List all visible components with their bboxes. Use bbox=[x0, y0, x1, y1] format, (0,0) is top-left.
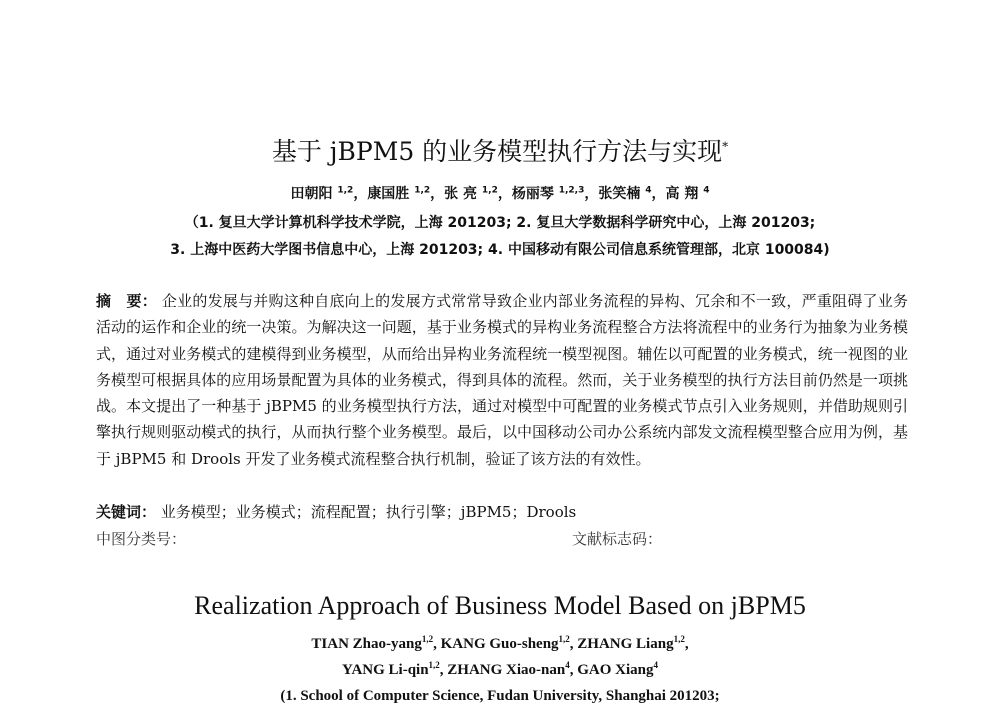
author-name: ZHANG Xiao-nan bbox=[447, 662, 566, 678]
author-name: ZHANG Liang bbox=[577, 636, 674, 652]
document-code-label: 文献标志码： bbox=[572, 530, 663, 548]
abstract-text: 企业的发展与并购这种自底向上的发展方式常常导致企业内部业务流程的异构、冗余和不一致，严重阻碍了业务活动的运作和企业的统一决策。为解决这一问题，基于业务模式的异构业务流程整合方法将流程中的业务行为抽象为业务模式，通过对业务模式的建模得到业务模型，从而给出异构业务流程统一模型视图。辅佐以可配置的业务模式，统一视图的业务模型可根据具体的应用场景配置为具体的业务模式，得到具体的流程。然而，关于业务模型的执行方法目前仍然是一项挑战。本文提出了一种基于 jBPM5 的业务模型执行方法，通过对模型中可配置的业务模式节点引入业务规则，并借助规则引擎执行规则驱动模式的执行，从而执行整个业务模型。最后，以中国移动公司办公系统内部发文流程模型整合应用为例，基于 jBPM5 和 Drools 开发了业务模式流程整合执行机制，验证了该方法的有效性。 bbox=[96, 292, 908, 468]
chinese-keywords bbox=[96, 500, 908, 524]
author-name: 高 翔 bbox=[665, 186, 699, 202]
keywords-text: 业务模型；业务模式；流程配置；执行引擎；jBPM5；Drools bbox=[160, 503, 577, 521]
author-separator: , bbox=[433, 636, 441, 652]
english-title: Realization Approach of Business Model Based on jBPM5 bbox=[194, 591, 806, 620]
author-affiliation-mark: 4 bbox=[645, 185, 652, 196]
author-separator: ， bbox=[651, 186, 666, 202]
author-affiliation-mark: 1,2 bbox=[481, 185, 498, 196]
author-name: 田朝阳 bbox=[290, 186, 333, 202]
author-name: YANG Li-qin bbox=[341, 662, 429, 678]
english-author-line-2 bbox=[0, 659, 1000, 681]
keywords-label: 关键词： bbox=[96, 503, 157, 521]
chinese-title bbox=[0, 132, 1000, 172]
author-affiliation-mark: 1,2 bbox=[421, 634, 434, 644]
title-footnote-mark: * bbox=[722, 139, 729, 154]
author-name: KANG Guo-sheng bbox=[440, 636, 559, 652]
author-separator: ， bbox=[430, 186, 445, 202]
author-affiliation-mark: 1,2 bbox=[428, 660, 440, 670]
author-affiliation-mark: 4 bbox=[653, 660, 658, 670]
author-name: 杨丽琴 bbox=[511, 186, 554, 202]
author-affiliation-mark: 1,2,3 bbox=[558, 185, 585, 196]
author-name: 康国胜 bbox=[367, 186, 410, 202]
chinese-author-list bbox=[0, 183, 1000, 205]
author-affiliation-mark: 4 bbox=[565, 660, 570, 670]
chinese-affiliation-line-2: 3. 上海中医药大学图书信息中心，上海 201203; 4. 中国移动有限公司信息系统管理部，北京 100084) bbox=[170, 242, 830, 258]
chinese-affiliation-line-1: （1. 复旦大学计算机科学技术学院，上海 201203; 2. 复旦大学数据科学研究中心，上海 201203; bbox=[184, 215, 816, 231]
author-affiliation-mark: 4 bbox=[703, 185, 710, 196]
author-affiliation-mark: 1,2 bbox=[337, 185, 354, 196]
author-separator: ， bbox=[497, 186, 512, 202]
abstract-label: 摘 要： bbox=[96, 292, 157, 310]
author-affiliation-mark: 1,2 bbox=[414, 185, 431, 196]
author-name: 张笑楠 bbox=[598, 186, 641, 202]
author-name: TIAN Zhao-yang bbox=[311, 636, 422, 652]
english-author-line-1 bbox=[0, 633, 1000, 655]
author-separator: , bbox=[569, 636, 578, 652]
author-separator: , bbox=[569, 662, 578, 678]
chinese-title-text: 基于 jBPM5 的业务模型执行方法与实现 bbox=[271, 137, 723, 166]
clc-number-label: 中图分类号： bbox=[96, 530, 187, 548]
author-affiliation-mark: 1,2 bbox=[673, 634, 685, 644]
author-separator: ， bbox=[353, 186, 368, 202]
author-separator: , bbox=[684, 636, 689, 652]
author-name: 张 亮 bbox=[444, 186, 478, 202]
english-affiliation-line-1: (1. School of Computer Science, Fudan University, Shanghai 201203; bbox=[280, 688, 720, 704]
chinese-abstract bbox=[96, 288, 908, 472]
author-separator: , bbox=[439, 662, 448, 678]
author-name: GAO Xiang bbox=[577, 662, 654, 678]
author-affiliation-mark: 1,2 bbox=[558, 634, 570, 644]
author-separator: ， bbox=[584, 186, 599, 202]
